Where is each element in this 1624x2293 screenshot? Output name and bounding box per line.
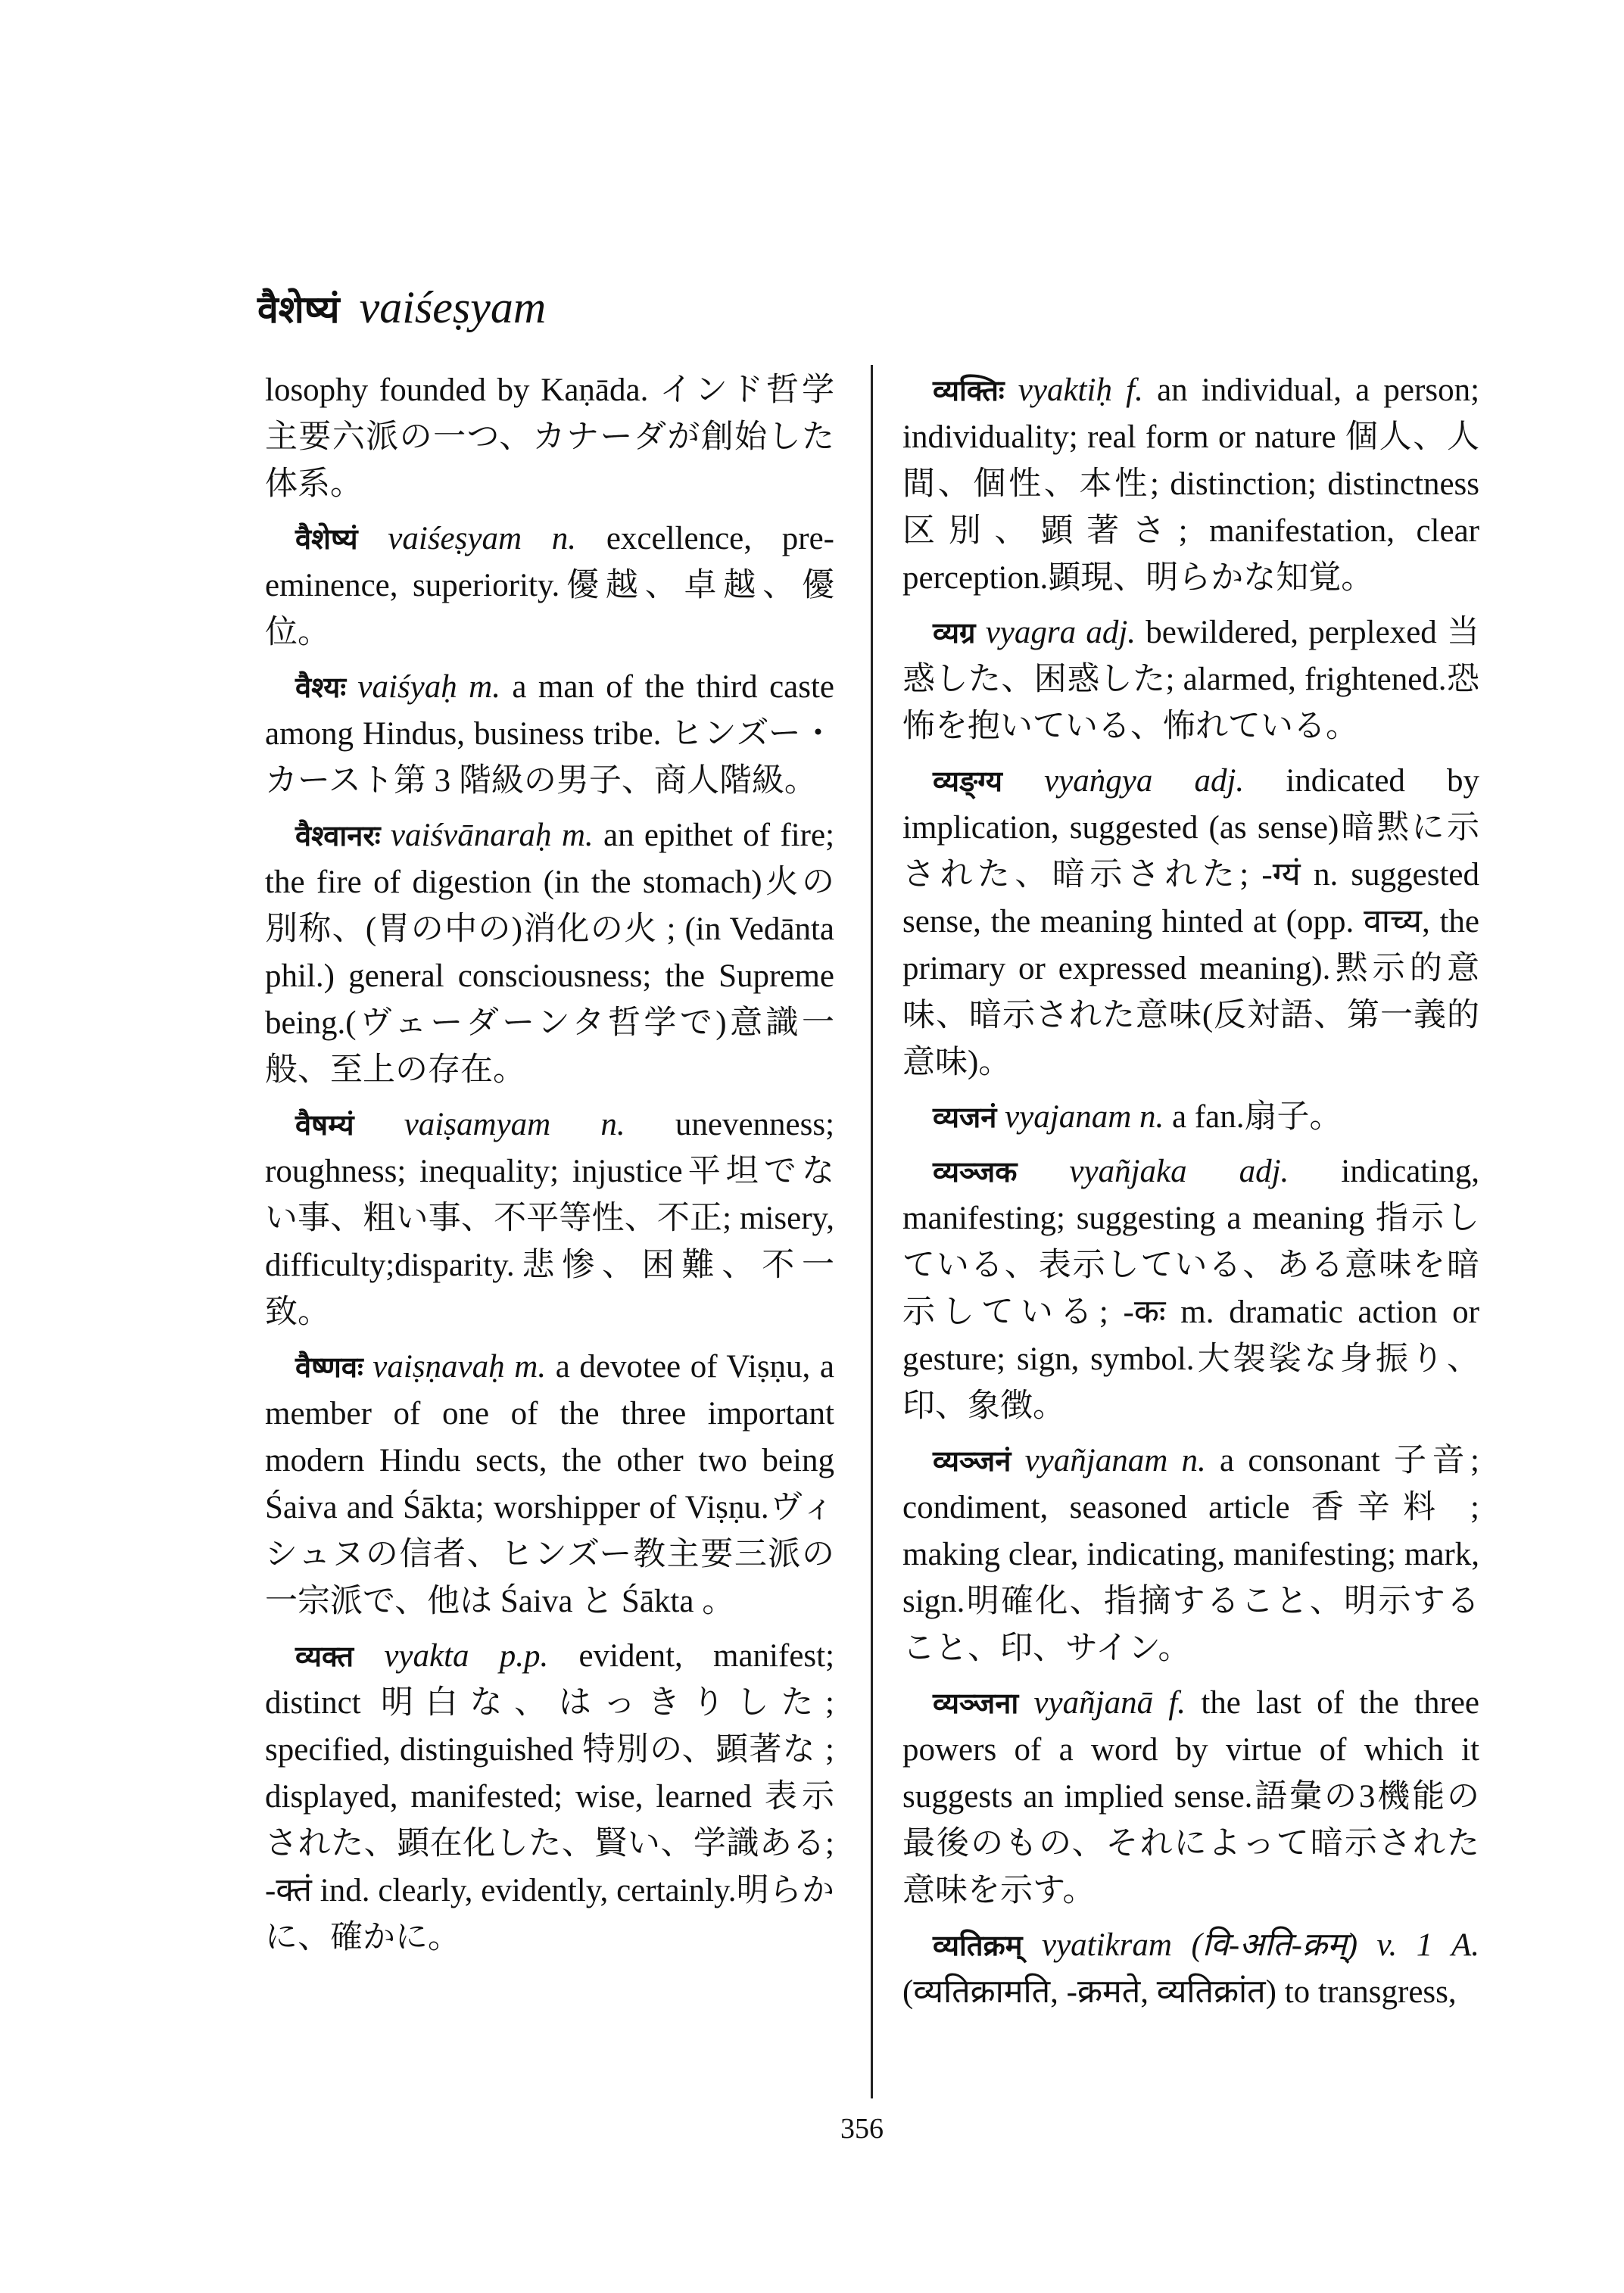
header-devanagari: वैशेष्यं xyxy=(257,288,340,332)
entry-headword-roman: vyagra xyxy=(985,615,1077,650)
right-column xyxy=(902,367,1479,2024)
page-number: 356 xyxy=(840,2113,884,2145)
entry-grammar: (वि-अति-क्रम्) v. 1 A. xyxy=(1191,1927,1479,1963)
entry-headword-devanagari: वैशेष्यं xyxy=(295,522,358,556)
entry-vyangya xyxy=(902,758,1479,1086)
entry-body: losophy founded by Kaṇāda. インド哲学主要六派の一つ、カナーダが創始した体系。 xyxy=(265,372,834,502)
entry-vyatikram xyxy=(902,1922,1479,2016)
entry-headword-devanagari: व्यञ्जनं xyxy=(933,1444,1011,1478)
entry-headword-roman: vyañjanā xyxy=(1033,1685,1154,1721)
entry-grammar: n. xyxy=(1181,1443,1206,1478)
entry-headword-devanagari: व्यक्त xyxy=(295,1640,354,1673)
entry-body: an epithet of fire; the fire of digestion (in the stomach)火の別称、(胃の中の)消化の火 ; (in Vedānta phil.) general consciousness; the Supreme being.(ヴェーダーンタ哲学で)意識一般、至上の存在。 xyxy=(265,818,835,1088)
entry-grammar: f. xyxy=(1168,1685,1186,1721)
entry-vyajanam xyxy=(902,1094,1479,1141)
entry-grammar: n. xyxy=(1139,1099,1164,1135)
entry-headword-roman: vaiṣamyam xyxy=(404,1107,551,1142)
running-header xyxy=(257,282,546,334)
entry-grammar: p.p. xyxy=(499,1638,549,1674)
entry-body: unevenness; roughness; inequality; injustice平坦でない事、粗い事、不平等性、不正; misery, difficulty;disparity.悲惨、困難、不一致。 xyxy=(265,1107,835,1330)
left-column xyxy=(265,367,834,1969)
entry-vaisnavah xyxy=(265,1344,834,1625)
entry-body: a fan.扇子。 xyxy=(1172,1099,1342,1135)
entry-vaisyah xyxy=(265,664,834,805)
entry-headword-roman: vaiṣṇavaḥ xyxy=(372,1349,505,1385)
entry-body: a consonant 子音; condiment, seasoned article 香辛料 ; making clear, indicating, manifesting; mark, sign.明確化、指摘すること、明示すること、印、サイン。 xyxy=(902,1443,1479,1666)
entry-grammar: n. xyxy=(600,1107,625,1142)
entry-vyanjanam xyxy=(902,1438,1479,1672)
entry-body: excellence, pre-eminence, superiority.優越、卓越、優位。 xyxy=(265,521,834,650)
entry-body: evident, manifest; distinct 明白な、はっきりした; specified, distinguished 特別の、顕著な ; displayed, manifested; wise, learned 表示された、顕在化した、賢い、学識ある; -क्तं ind. clearly, evidently, certainly.明らかに、確かに。 xyxy=(265,1638,835,1955)
entry-headword-roman: vaiśvānaraḥ xyxy=(390,818,552,853)
entry-headword-devanagari: व्यक्तिः xyxy=(933,374,1005,407)
column-divider xyxy=(871,365,873,2098)
entry-body: indicating, manifesting; suggesting a meaning 指示している、表示している、ある意味を暗示している; -कः m. dramatic action or gesture; sign, symbol.大袈裟な身振り、印、象徴。 xyxy=(902,1154,1479,1424)
entry-headword-devanagari: व्यञ्जक xyxy=(933,1155,1018,1189)
entry-vyakta xyxy=(265,1633,834,1961)
entry-headword-roman: vyañjanam xyxy=(1024,1443,1168,1478)
entry-grammar: m. xyxy=(514,1349,547,1385)
entry-headword-devanagari: वैषम्यं xyxy=(295,1108,354,1142)
entry-headword-roman: vyaktiḥ xyxy=(1018,372,1112,408)
entry-grammar: f. xyxy=(1126,372,1143,408)
entry-vyaktih xyxy=(902,367,1479,602)
entry-grammar: adj. xyxy=(1086,615,1136,650)
entry-headword-roman: vaiśyaḥ xyxy=(357,669,457,705)
entry-continuation xyxy=(265,367,834,508)
entry-grammar: adj. xyxy=(1194,763,1245,799)
entry-vaisvanarah xyxy=(265,812,834,1094)
entry-body: indicated by implication, suggested (as sense)暗黙に示された、暗示された; -ग्यं n. suggested sense, the meaning hinted at (opp. वाच्य, the primary or expressed meaning).黙示的意味、暗示された意味(反対語、第一義的意味)。 xyxy=(902,763,1480,1080)
entry-grammar: m. xyxy=(561,818,594,853)
entry-headword-devanagari: वैष्णवः xyxy=(295,1351,363,1384)
entry-grammar: adj. xyxy=(1239,1154,1289,1189)
entry-vyanjana xyxy=(902,1680,1479,1914)
entry-grammar: m. xyxy=(469,669,500,705)
entry-body: the last of the three powers of a word by virtue of which it suggests an implied sense.語彙の3機能の最後のもの、それによって暗示された意味を示す。 xyxy=(902,1685,1479,1908)
entry-headword-roman: vyajanam xyxy=(1005,1099,1132,1135)
entry-headword-roman: vyakta xyxy=(384,1638,469,1674)
entry-vaisesyam xyxy=(265,516,834,656)
entry-body: a devotee of Viṣṇu, a member of one of the three important modern Hindu sects, the other two being Śaiva and Śākta; worshipper of Viṣṇu.ヴィシュヌの信者、ヒンズー教主要三派の一宗派で、他は Śaiva と Śākta 。 xyxy=(265,1349,835,1619)
entry-vyagra xyxy=(902,609,1479,750)
entry-vyanjaka xyxy=(902,1148,1479,1430)
entry-body: a man of the third caste among Hindus, business tribe. ヒンズー・カースト第 3 階級の男子、商人階級。 xyxy=(265,669,835,799)
entry-headword-devanagari: व्यजनं xyxy=(933,1101,997,1134)
entry-body: an individual, a person; individuality; real form or nature 個人、人間、個性、本性; distinction; distinctness 区別、顕著さ; manifestation, clear perception.顕現、明らかな知覚。 xyxy=(902,372,1480,596)
entry-headword-roman: vaiśeṣyam xyxy=(388,521,522,556)
entry-headword-roman: vyatikram xyxy=(1041,1927,1172,1963)
entry-grammar: n. xyxy=(551,521,577,556)
entry-headword-devanagari: व्यञ्जना xyxy=(933,1687,1019,1720)
entry-headword-roman: vyaṅgya xyxy=(1044,763,1153,799)
entry-vaisamyam xyxy=(265,1101,834,1336)
entry-headword-devanagari: व्यग्र xyxy=(933,616,976,650)
entry-headword-devanagari: व्यङ्ग्य xyxy=(933,765,1002,798)
entry-body: bewildered, perplexed 当惑した、困惑した; alarmed, frightened.恐怖を抱いている、怖れている。 xyxy=(902,615,1480,744)
header-roman: vaiśeṣyam xyxy=(359,282,547,332)
entry-body: (व्यतिक्रामति, -क्रमते, व्यतिक्रांत) to transgress, xyxy=(902,1974,1457,2010)
entry-headword-devanagari: वैश्वानरः xyxy=(295,819,381,852)
entry-headword-devanagari: व्यतिक्रम् xyxy=(933,1929,1023,1962)
entry-headword-devanagari: वैश्यः xyxy=(295,671,346,704)
entry-headword-roman: vyañjaka xyxy=(1069,1154,1187,1189)
